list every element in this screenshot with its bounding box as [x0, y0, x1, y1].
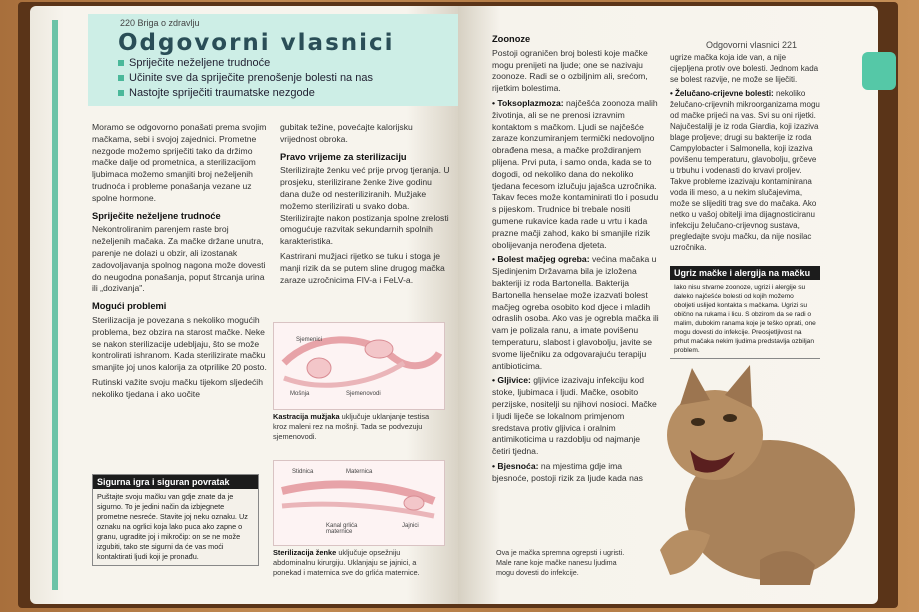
paragraph: Postoji ograničen broj bolesti koje mačke mogu prenijeti na ljude; one se nazivaju zoonoze. Radi se o ozbiljnim ali, srećom, rijetkim bolestima. [492, 47, 648, 94]
bullet-paragraph [670, 88, 820, 253]
paragraph: ugrize mačka koja ide van, a nije cijepljena protiv ove bolesti. Jednom kada se bolest razvije, ne može se liječiti. [670, 53, 819, 84]
figure-caption [273, 412, 443, 442]
left-column-1 [92, 122, 267, 404]
right-column-2 [670, 52, 820, 256]
bite-allergy-sidebox [670, 266, 820, 359]
figure-label: Sjemenovodi [346, 391, 381, 397]
bullet-text: nekoliko želučano-crijevnih mikroorganizama mogu od mačke prijeći na vas. Svi su oni rijetki. Najučestaliji je iz roda Giardia, koji izaziva blage proljeve; drugi su bakterije iz roda Campylobacter i Salmonella, koji izaziva povišenu temperaturu, glavobolju, grčeve u trbuhu i vodenasti do krvavi proljev. Takve probleme izazivaju kontaminirana voda ili meso, a u nekim slučajevima, može se slijediti trag sve do mačaka. Ako netko u vašoj obitelji ima dijagnosticiranu infekciju želučano-crijevnog sustava, pregledajte svoju mačku, da nije nosilac uzročnika. [670, 89, 820, 252]
section-heading: Pravo vrijeme za sterilizaciju [280, 151, 407, 162]
bullet-term: • Želučano-crijevne bolesti: [670, 89, 774, 98]
paragraph: Rutinski važite svoju mačku tijekom sljedećih nekoliko tjedana i ako uočite [92, 376, 263, 399]
bullet-term: • Bolest mačjeg ogreba: [492, 254, 590, 265]
section-heading: Mogući problemi [92, 301, 167, 312]
sidebox-text: Puštajte svoju mačku van gdje znate da je sigurno. To je jedini način da izbjegnete prometne nesreće. Stavite joj neku oznaku. Uz oznaku na ogrlici koja lako puca ako zapne o granu, ugradite joj i mikročip: on se ne može izgubiti, tako ste sigurni da će vas moći kontaktirati ljudi koji je pronađu. [97, 492, 248, 561]
hissing-cat-photo [640, 360, 860, 590]
caption-text: uključuje opsežniju abdominalnu kirurgiju. Uklanjaju se jajnici, a ponekad i maternica sve do grlića maternice. [273, 548, 420, 577]
bullet-text: najčešća zoonoza malih životinja, ali se ne prenosi izravnim kontaktom s mačkom. Ljudi se najčešće zaraze konzumiranjem termički nedovoljno obrađena mesa, a mačke proždiranjem plijena. Prvi puta, i samo onda, kada se to dogodi, od nekoliko dana do nekoliko tjedana fecesom izlučuju jajašca uzročnika. Takav feces može kontaminirati tlo i posudu s pijeskom. Trudnice bi trebale nositi gumene rukavice kada rade u vrtu i kada prazne mačji zahod, kako bi smanjile rizik obolijevanja nerođena djeteta. [492, 97, 659, 250]
figure-label: Stidnica [292, 469, 314, 475]
castration-diagram [273, 322, 445, 410]
bullet-term: • Toksoplazmoza: [492, 97, 564, 108]
safety-sidebox [92, 474, 259, 566]
bullet-text: na mjestima gdje ima bjesnoće, postoji rizik za ljude kada nas [492, 460, 643, 483]
figure-label: Sjemenici [296, 337, 323, 343]
bullet-paragraph [492, 375, 660, 458]
sidebox-title: Sigurna igra i siguran povratak [93, 475, 258, 489]
spay-diagram [273, 460, 445, 546]
caption-lead: Sterilizacija ženke [273, 548, 337, 557]
figure-label: Jajnici [402, 523, 419, 529]
caption-text: uključuje uklanjanje testisa kroz maleni rez na mošnji. Tada se podvezuju sjemenovodi. [273, 412, 430, 441]
sidebox-title: Ugriz mačke i alergija na mačku [670, 266, 820, 280]
paragraph: Sterilizacija je povezana s nekoliko mogućih problema, bez obzira na starost mačke. Neke se nakon sterilizacije udebljaju, što se može kontrolirati ishranom. Kada sterilizirate mačku smanjite joj unos kalorija za otprilike 20 posto. [92, 314, 267, 373]
bullet-paragraph [492, 98, 660, 251]
paragraph: Sterilizirajte ženku već prije prvog tjeranja. U prosjeku, sterilizirane ženke žive godinu dana duže od nesteriliziranih. Mužjake možemo sterilizirati u svako doba. Sterilizirajte nakon postizanja spolne zrelosti omogućuje razvitak sekundarnih spolnih karakteristika. [280, 165, 450, 247]
summary-bullet: Nastojte spriječiti traumatske nezgode [118, 86, 373, 101]
bullet-text: većina mačaka u Sjedinjenim Državama bila je izložena bakteriji iz roda Bartonella. Bakterija Bartonella henselae može izazvati bolest mačjeg ogreba osobito kod djece i mladih odraslih osoba. Ako vas je ogrebla mačka ili vam je polizala ranu, a imate povišenu temperaturu, slabost i glavobolju, javite se svome liječniku za odgovarajuću terapiju antibioticima. [492, 254, 659, 371]
right-column-1 [492, 34, 660, 487]
summary-bullets [118, 56, 373, 101]
figure-label: Mošnja [290, 391, 310, 397]
paragraph: Nekontroliranim parenjem raste broj neželjenih mačaka. Za mačke držane unutra, parenje ne dolazi u obzir, ali izostanak zadovoljavanja spolnog nagona može dovesti do neugodna ponašanja, poput štrcanja urina ili „dozivanja". [92, 224, 266, 294]
bullet-term: • Bjesnoća: [492, 460, 539, 471]
summary-bullet: Učinite sve da spriječite prenošenje bolesti na nas [118, 71, 373, 86]
bullet-term: • Gljivice: [492, 375, 531, 386]
page-title: Odgovorni vlasnici [118, 30, 395, 56]
figure-label: Kanal grlića maternice [326, 523, 358, 535]
cat-caption: Ova je mačka spremna ogrepsti i ugristi. Male rane koje mačke nanesu ljudima mogu dovesti do infekcije. [496, 548, 625, 577]
left-running-head: 220 Briga o zdravlju [120, 18, 200, 28]
caption-lead: Kastracija mužjaka [273, 412, 340, 421]
summary-bullet: Spriječite neželjene trudnoće [118, 56, 373, 71]
figure-label: Maternica [346, 469, 373, 475]
right-running-head: Odgovorni vlasnici 221 [706, 40, 798, 50]
bullet-paragraph [492, 461, 660, 485]
page-edge-stripe [52, 20, 58, 590]
section-heading: Spriječite neželjene trudnoće [92, 210, 221, 221]
figure-caption [273, 548, 443, 578]
paragraph: Kastrirani mužjaci rijetko se tuku i stoga je manji rizik da se putem sline drugog mačka zaraze uzročnicima FIV-a i FeLV-a. [280, 250, 445, 285]
bullet-text: gljivice izazivaju infekciju kod stoke, ljubimaca i ljudi. Mačke, osobito perzijske, nositelji su njihovi nosioci. Mačke i ljudi liječe se lokalnom primjenom sredstava protiv gljivica i oralnim antimikoticima u razdoblju od najmanje četiri tjedna. [492, 375, 657, 457]
bullet-paragraph [492, 254, 660, 372]
left-column-2 [280, 122, 450, 289]
page-tab-marker [862, 52, 896, 90]
paragraph: gubitak težine, povećajte kalorijsku vrijednost obroka. [280, 122, 413, 144]
intro-paragraph: Moramo se odgovorno ponašati prema svojim mačkama, sebi i svojoj zajednici. Prometne nezgode možemo spriječiti tako da držimo mačke dalje od prometnica, a sterilizacijom ljubimaca možemo smanjiti broj neželjenih trudnoća i probleme ponašanja vezane uz spolne hormone. [92, 122, 267, 203]
section-heading: Zoonoze [492, 34, 531, 44]
sidebox-text: Iako nisu stvarne zoonoze, ugrizi i alergije su daleko najčešće bolesti od kojih možemo oboljeti uslijed kontakta s mačkama. Ugrizi su obično na rukama i licu. S obzirom da se radi o malim, dubokim ranama koje je teško oprati, one mogu dovesti do infekcije. Preosjetljivost na prhut mačaka nekim ljudima predstavlja ozbiljan problem. [674, 284, 816, 354]
